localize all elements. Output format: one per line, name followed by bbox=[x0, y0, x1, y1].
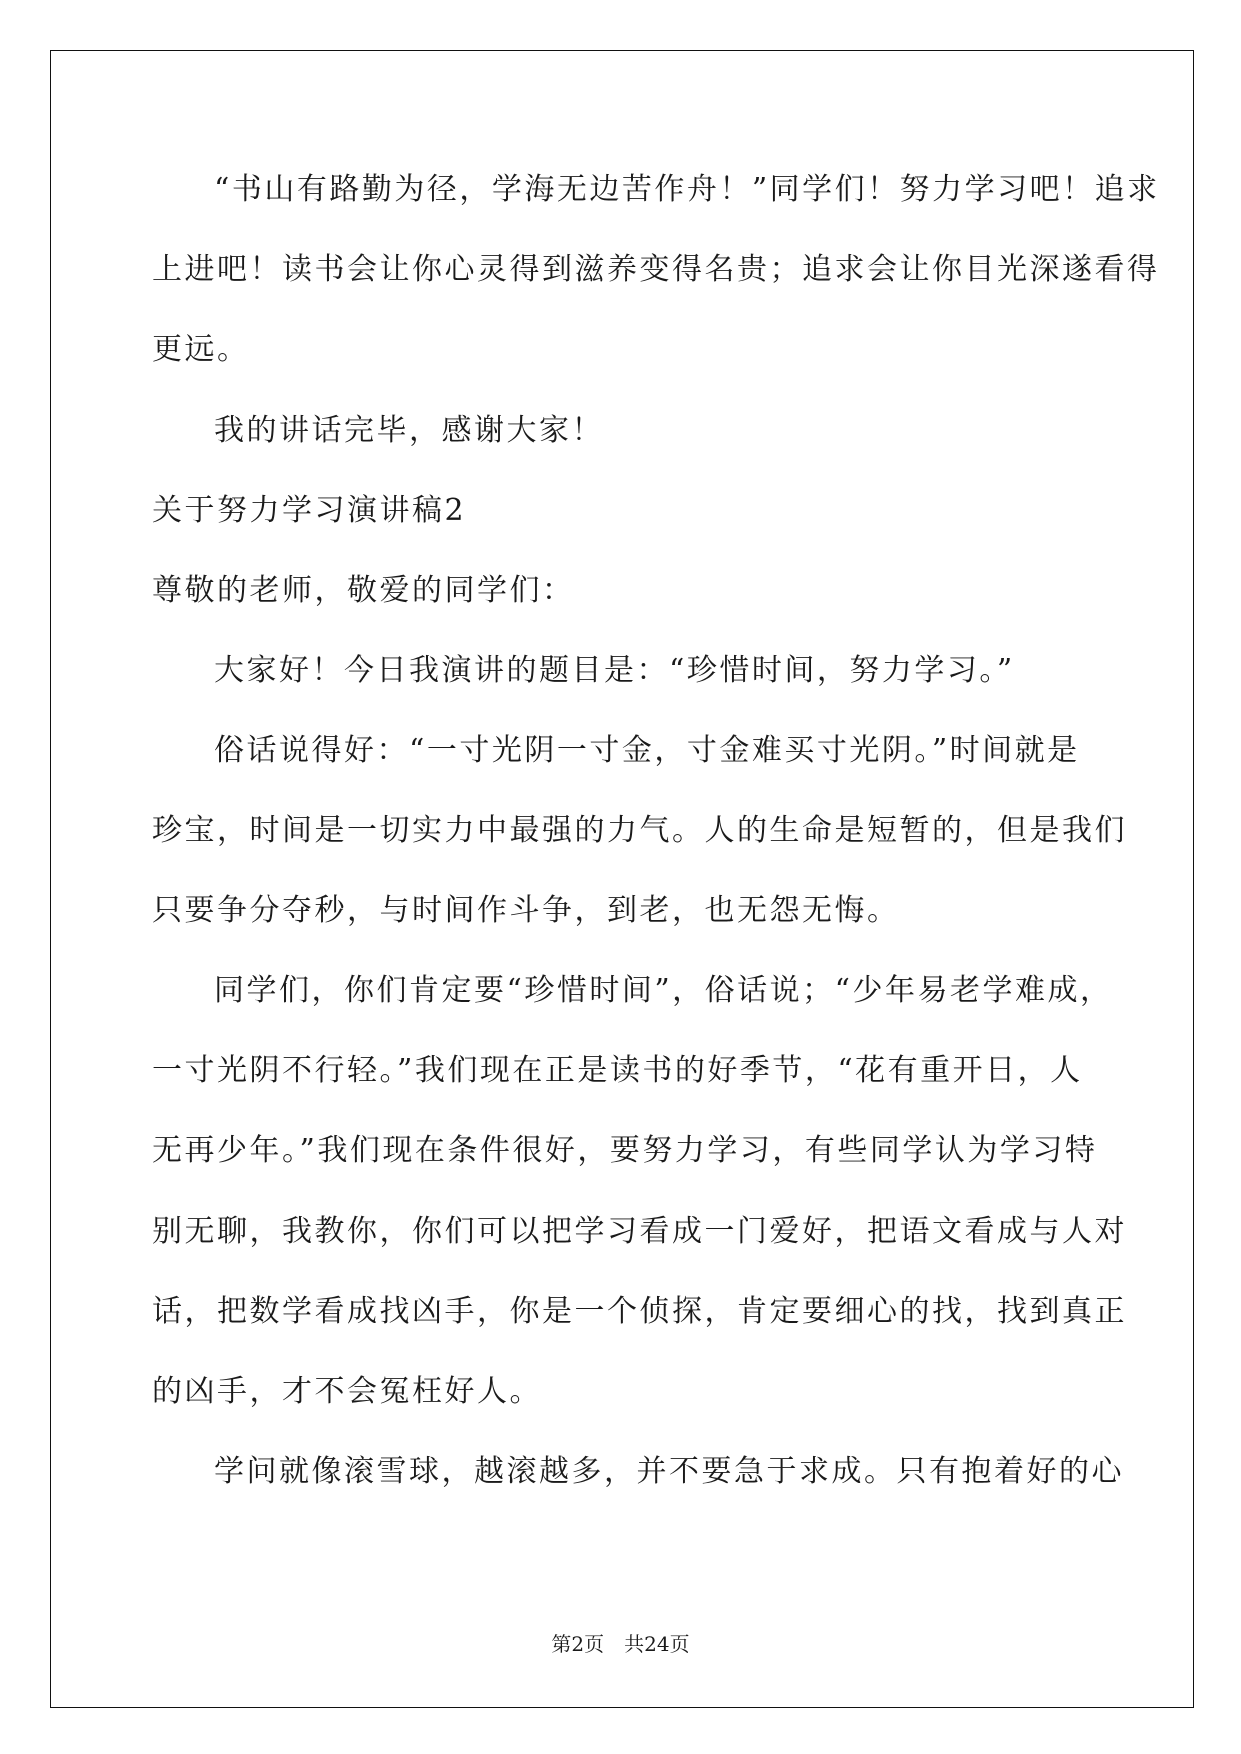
paragraph-line: 别无聊，我教你，你们可以把学习看成一门爱好，把语文看成与人对 bbox=[152, 1214, 1127, 1249]
paragraph-line: 珍宝，时间是一切实力中最强的力气。人的生命是短暂的，但是我们 bbox=[152, 813, 1127, 848]
paragraph-line: 大家好！今日我演讲的题目是：“珍惜时间，努力学习。” bbox=[214, 653, 1015, 688]
paragraph-line: 话，把数学看成找凶手，你是一个侦探，肯定要细心的找，找到真正 bbox=[152, 1294, 1127, 1329]
paragraph-line: 更远。 bbox=[152, 332, 250, 367]
section-title: 关于努力学习演讲稿2 bbox=[152, 493, 467, 528]
page-total: 共24页 bbox=[624, 1632, 690, 1656]
salutation: 尊敬的老师，敬爱的同学们： bbox=[152, 573, 575, 608]
paragraph-line: 无再少年。”我们现在条件很好，要努力学习，有些同学认为学习特 bbox=[152, 1133, 1098, 1168]
paragraph-line: 只要争分夺秒，与时间作斗争，到老，也无怨无悔。 bbox=[152, 893, 900, 928]
paragraph-line: “书山有路勤为径，学海无边苦作舟！”同学们！努力学习吧！追求 bbox=[214, 172, 1160, 207]
paragraph-line: 一寸光阴不行轻。”我们现在正是读书的好季节，“花有重开日，人 bbox=[152, 1053, 1083, 1088]
paragraph-line: 上进吧！读书会让你心灵得到滋养变得名贵；追求会让你目光深遂看得 bbox=[152, 252, 1160, 287]
page-number: 第2页 bbox=[551, 1632, 605, 1656]
paragraph-line: 学问就像滚雪球，越滚越多，并不要急于求成。只有抱着好的心 bbox=[214, 1454, 1124, 1489]
closing-line: 我的讲话完毕，感谢大家！ bbox=[214, 413, 604, 448]
paragraph-line: 俗话说得好：“一寸光阴一寸金，寸金难买寸光阴。”时间就是 bbox=[214, 733, 1080, 768]
page-footer bbox=[0, 1630, 1241, 1658]
paragraph-line: 同学们，你们肯定要“珍惜时间”，俗话说；“少年易老学难成， bbox=[214, 973, 1113, 1008]
paragraph-line: 的凶手，才不会冤枉好人。 bbox=[152, 1374, 542, 1409]
